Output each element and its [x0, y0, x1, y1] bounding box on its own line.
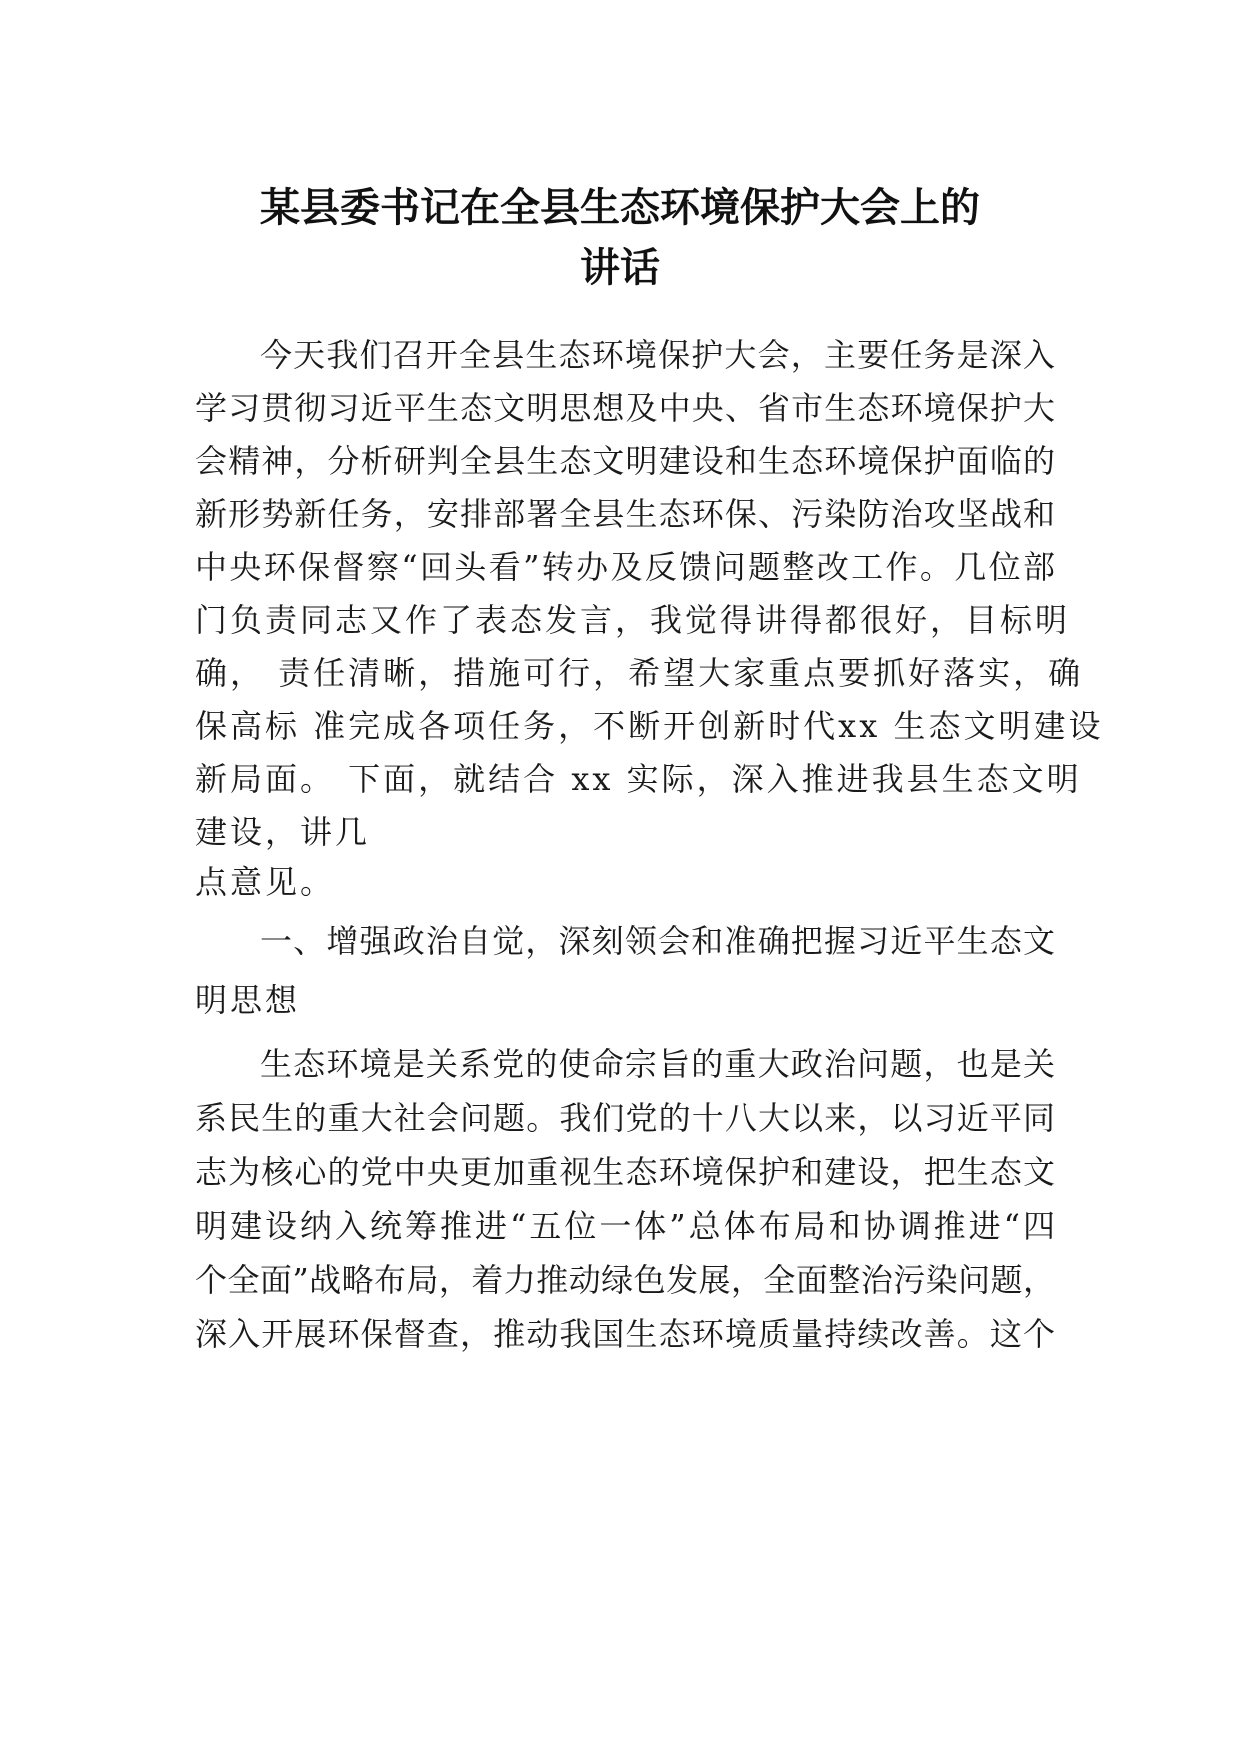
paragraph-line: 系民生的重大社会问题。我们党的十八大以来，以习近平同 [195, 1099, 1055, 1137]
paragraph-line: 生态环境是关系党的使命宗旨的重大政治问题，也是关 [260, 1045, 1055, 1083]
paragraph-line: 保高标 准完成各项任务，不断开创新时代xx 生态文明建设 [195, 707, 1104, 745]
document-title-line-1: 某县委书记在全县生态环境保护大会上的 [260, 185, 980, 231]
paragraph-line: 确， 责任清晰，措施可行，希望大家重点要抓好落实，确 [195, 654, 1084, 692]
paragraph-line: 中央环保督察“回头看”转办及反馈问题整改工作。几位部 [195, 548, 1055, 586]
paragraph-line: 新形势新任务，安排部署全县生态环保、污染防治攻坚战和 [195, 495, 1055, 533]
paragraph-line: 点意见。 [195, 863, 336, 901]
paragraph-line: 新局面。 下面，就结合 xx 实际，深入推进我县生态文明 [195, 760, 1082, 798]
section-heading-line: 一、增强政治自觉，深刻领会和准确把握习近平生态文 [260, 922, 1055, 960]
paragraph-line: 门负责同志又作了表态发言，我觉得讲得都很好，目标明 [195, 601, 1071, 639]
paragraph-line: 建设，讲几 [195, 813, 371, 851]
paragraph-line: 志为核心的党中央更加重视生态环境保护和建设，把生态文 [195, 1153, 1055, 1191]
paragraph-line: 个全面”战略布局，着力推动绿色发展，全面整治污染问题， [195, 1261, 1055, 1299]
paragraph-line: 会精神，分析研判全县生态文明建设和生态环境保护面临的 [195, 442, 1055, 480]
paragraph-line: 学习贯彻习近平生态文明思想及中央、省市生态环境保护大 [195, 389, 1055, 427]
section-heading-line: 明思想 [195, 981, 301, 1019]
paragraph-line: 明建设纳入统筹推进“五位一体”总体布局和协调推进“四 [195, 1207, 1055, 1245]
document-title-line-2: 讲话 [580, 245, 660, 291]
paragraph-line: 今天我们召开全县生态环境保护大会，主要任务是深入 [260, 336, 1055, 374]
paragraph-line: 深入开展环保督查，推动我国生态环境质量持续改善。这个 [195, 1315, 1055, 1353]
